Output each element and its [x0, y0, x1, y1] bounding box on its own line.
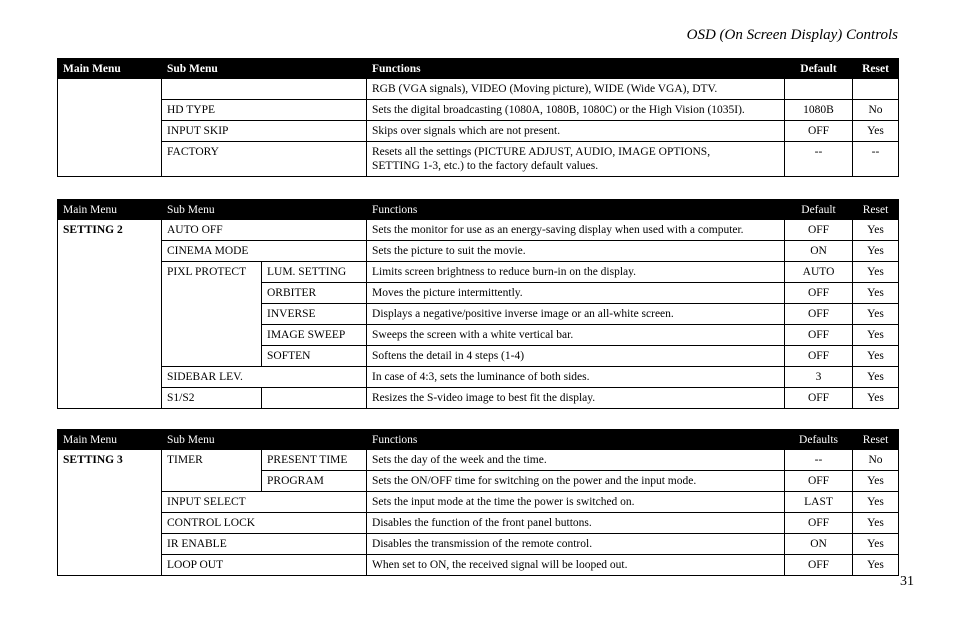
table-row — [58, 513, 899, 534]
function-cell: Skips over signals which are not present. — [367, 121, 785, 142]
function-line: Resets all the settings (PICTURE ADJUST, AUDIO, IMAGE OPTIONS, — [372, 146, 711, 158]
sub-menu-cell: CINEMA MODE — [162, 241, 367, 262]
default-cell: -- — [785, 142, 853, 177]
reset-cell — [853, 79, 899, 100]
default-cell: OFF — [785, 220, 853, 241]
function-cell: Moves the picture intermittently. — [367, 283, 785, 304]
reset-cell: Yes — [853, 388, 899, 409]
function-cell: Softens the detail in 4 steps (1-4) — [367, 346, 785, 367]
osd-table-continued — [57, 58, 899, 177]
sub-item-cell: IMAGE SWEEP — [262, 325, 367, 346]
main-menu-cell: SETTING 2 — [58, 220, 162, 409]
default-cell: 1080B — [785, 100, 853, 121]
function-cell: Sets the day of the week and the time. — [367, 450, 785, 471]
default-cell: OFF — [785, 513, 853, 534]
function-cell: Displays a negative/positive inverse image or an all-white screen. — [367, 304, 785, 325]
sub-menu-cell: S1/S2 — [162, 388, 262, 409]
col-header-reset: Reset — [853, 430, 899, 450]
col-header-reset: Reset — [853, 59, 899, 79]
sub-menu-cell: CONTROL LOCK — [162, 513, 367, 534]
sub-menu-cell: TIMER — [162, 450, 262, 492]
reset-cell: Yes — [853, 367, 899, 388]
default-cell: OFF — [785, 555, 853, 576]
function-cell — [367, 142, 785, 177]
function-cell: Disables the transmission of the remote control. — [367, 534, 785, 555]
default-cell: OFF — [785, 471, 853, 492]
sub-item-cell — [262, 388, 367, 409]
sub-menu-cell: SIDEBAR LEV. — [162, 367, 367, 388]
sub-menu-cell: IR ENABLE — [162, 534, 367, 555]
main-menu-cell — [58, 79, 162, 177]
sub-menu-cell: INPUT SKIP — [162, 121, 367, 142]
col-header-default: Default — [785, 59, 853, 79]
sub-item-cell: LUM. SETTING — [262, 262, 367, 283]
reset-cell: Yes — [853, 492, 899, 513]
function-cell: Sets the monitor for use as an energy-saving display when used with a computer. — [367, 220, 785, 241]
function-cell: Disables the function of the front panel buttons. — [367, 513, 785, 534]
reset-cell: No — [853, 100, 899, 121]
sub-menu-cell: AUTO OFF — [162, 220, 367, 241]
reset-cell: -- — [853, 142, 899, 177]
reset-cell: Yes — [853, 262, 899, 283]
default-cell: -- — [785, 450, 853, 471]
default-cell: ON — [785, 534, 853, 555]
table-row — [58, 142, 899, 177]
col-header-defaults: Defaults — [785, 430, 853, 450]
function-cell: Sweeps the screen with a white vertical bar. — [367, 325, 785, 346]
default-cell: ON — [785, 241, 853, 262]
table-row — [58, 121, 899, 142]
sub-menu-cell — [162, 79, 367, 100]
default-cell: OFF — [785, 325, 853, 346]
default-cell: OFF — [785, 283, 853, 304]
page-title: OSD (On Screen Display) Controls — [686, 27, 898, 43]
reset-cell: Yes — [853, 555, 899, 576]
col-header-functions: Functions — [367, 200, 785, 220]
col-header-main-menu: Main Menu — [58, 430, 162, 450]
col-header-main-menu: Main Menu — [58, 200, 162, 220]
table-row — [58, 492, 899, 513]
table-row — [58, 555, 899, 576]
reset-cell: Yes — [853, 304, 899, 325]
reset-cell: Yes — [853, 121, 899, 142]
reset-cell: Yes — [853, 220, 899, 241]
function-line: SETTING 1-3, etc.) to the factory default values. — [372, 160, 599, 172]
table-row — [58, 100, 899, 121]
default-cell: 3 — [785, 367, 853, 388]
table-row — [58, 262, 899, 283]
table-row — [58, 367, 899, 388]
table-header-row — [58, 59, 899, 79]
function-cell: Sets the input mode at the time the power is switched on. — [367, 492, 785, 513]
col-header-default: Default — [785, 200, 853, 220]
reset-cell: No — [853, 450, 899, 471]
table-row — [58, 534, 899, 555]
default-cell: AUTO — [785, 262, 853, 283]
col-header-functions: Functions — [367, 59, 785, 79]
reset-cell: Yes — [853, 513, 899, 534]
function-cell: In case of 4:3, sets the luminance of both sides. — [367, 367, 785, 388]
table-row — [58, 450, 899, 471]
function-cell: Sets the digital broadcasting (1080A, 1080B, 1080C) or the High Vision (1035I). — [367, 100, 785, 121]
table-row — [58, 388, 899, 409]
table-row — [58, 220, 899, 241]
sub-menu-cell: FACTORY — [162, 142, 367, 177]
sub-item-cell: PROGRAM — [262, 471, 367, 492]
reset-cell: Yes — [853, 241, 899, 262]
table-row — [58, 79, 899, 100]
default-cell: LAST — [785, 492, 853, 513]
function-cell: When set to ON, the received signal will be looped out. — [367, 555, 785, 576]
sub-menu-cell: PIXL PROTECT — [162, 262, 262, 367]
default-cell: OFF — [785, 346, 853, 367]
page-number: 31 — [900, 574, 914, 589]
col-header-sub-menu: Sub Menu — [162, 200, 367, 220]
reset-cell: Yes — [853, 471, 899, 492]
function-cell: RGB (VGA signals), VIDEO (Moving picture), WIDE (Wide VGA), DTV. — [367, 79, 785, 100]
function-cell: Sets the picture to suit the movie. — [367, 241, 785, 262]
function-cell: Sets the ON/OFF time for switching on the power and the input mode. — [367, 471, 785, 492]
sub-item-cell: ORBITER — [262, 283, 367, 304]
table-header-row — [58, 200, 899, 220]
reset-cell: Yes — [853, 534, 899, 555]
col-header-functions: Functions — [367, 430, 785, 450]
col-header-sub-menu: Sub Menu — [162, 59, 367, 79]
sub-item-cell: INVERSE — [262, 304, 367, 325]
default-cell: OFF — [785, 304, 853, 325]
main-menu-cell: SETTING 3 — [58, 450, 162, 576]
default-cell: OFF — [785, 121, 853, 142]
osd-table-setting-2 — [57, 199, 899, 409]
sub-menu-cell: HD TYPE — [162, 100, 367, 121]
sub-menu-cell: LOOP OUT — [162, 555, 367, 576]
reset-cell: Yes — [853, 346, 899, 367]
reset-cell: Yes — [853, 325, 899, 346]
sub-menu-cell: INPUT SELECT — [162, 492, 367, 513]
sub-item-cell: SOFTEN — [262, 346, 367, 367]
reset-cell: Yes — [853, 283, 899, 304]
function-cell: Limits screen brightness to reduce burn-in on the display. — [367, 262, 785, 283]
table-row — [58, 241, 899, 262]
function-cell: Resizes the S-video image to best fit the display. — [367, 388, 785, 409]
default-cell — [785, 79, 853, 100]
osd-table-setting-3 — [57, 429, 899, 576]
col-header-reset: Reset — [853, 200, 899, 220]
col-header-main-menu: Main Menu — [58, 59, 162, 79]
col-header-sub-menu: Sub Menu — [162, 430, 367, 450]
table-header-row — [58, 430, 899, 450]
default-cell: OFF — [785, 388, 853, 409]
sub-item-cell: PRESENT TIME — [262, 450, 367, 471]
